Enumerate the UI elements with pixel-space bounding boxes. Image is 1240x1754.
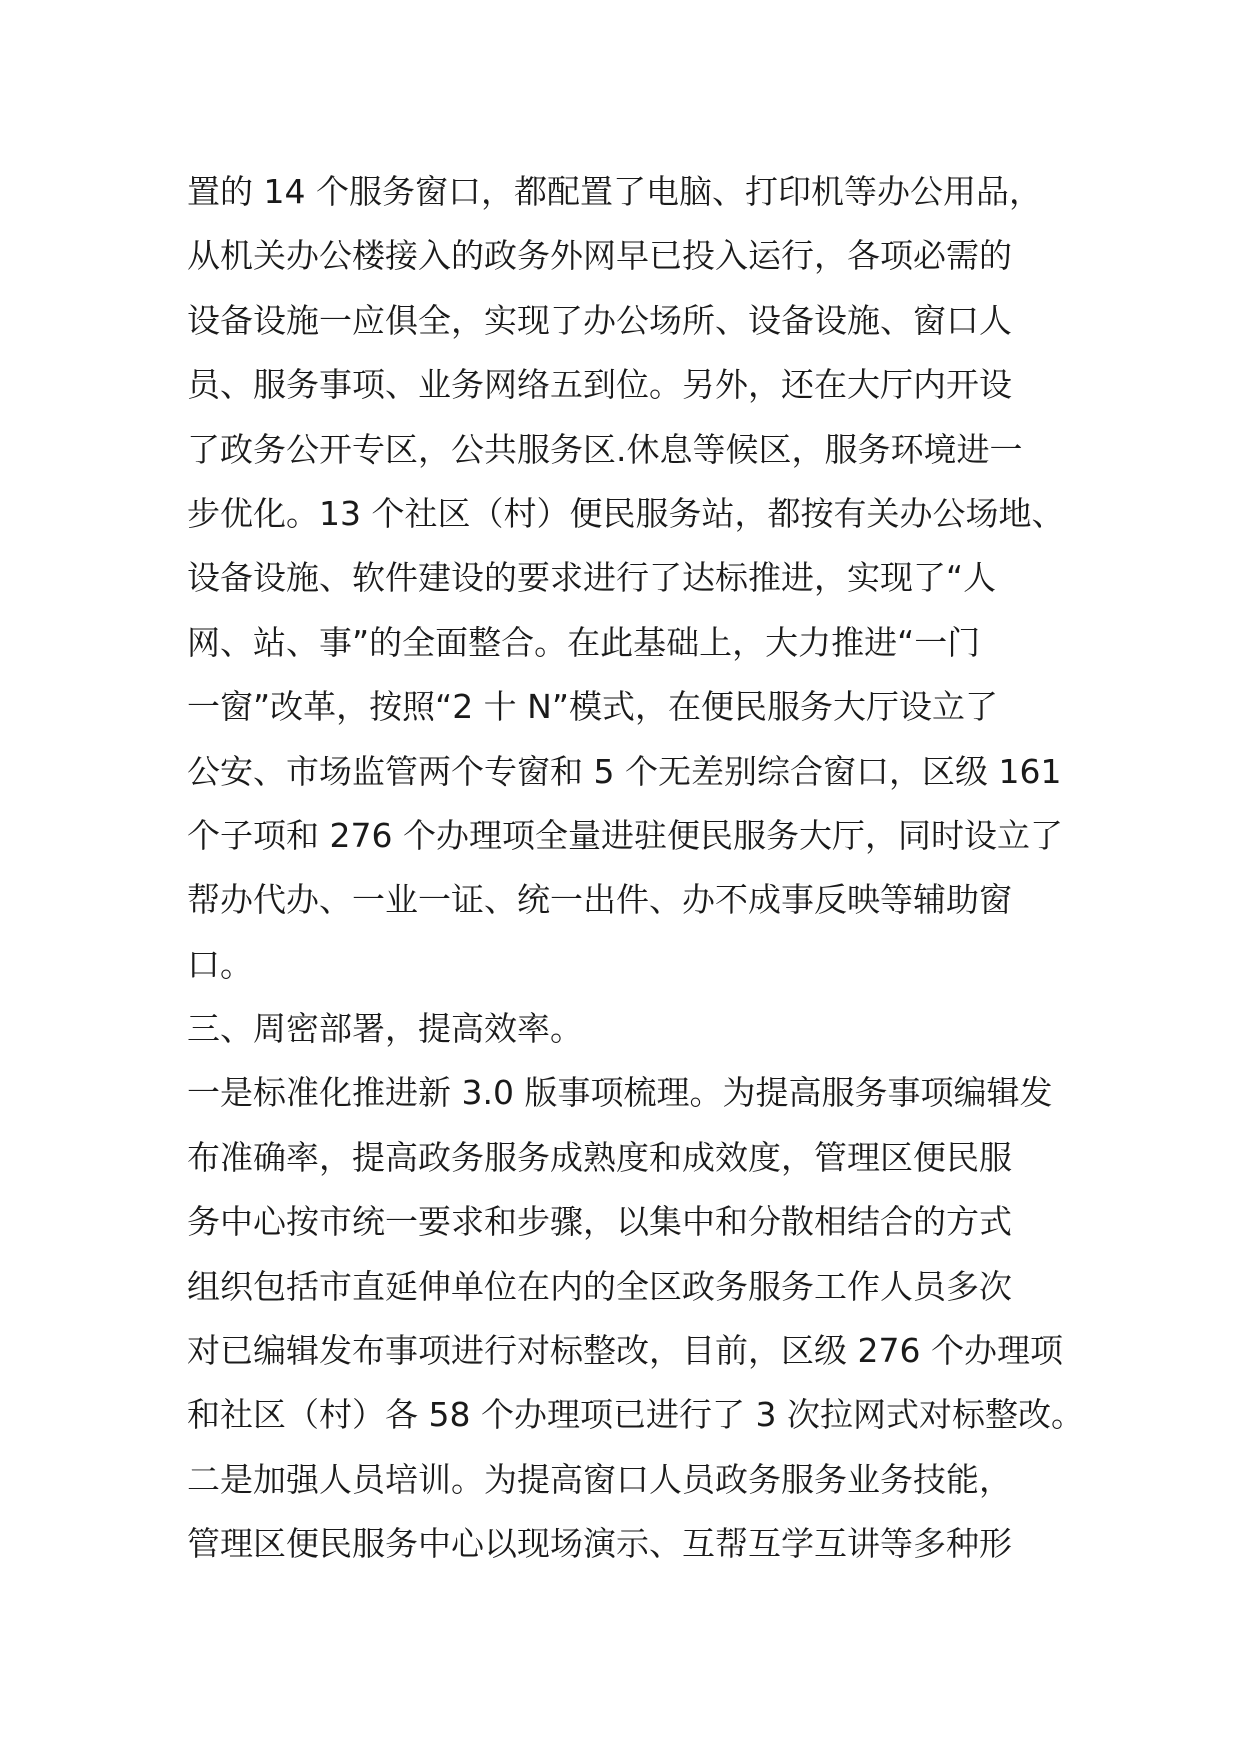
body-text xyxy=(187,160,1084,1577)
text-line: 设备设施、软件建设的要求进行了达标推进，实现了“人 xyxy=(187,558,997,598)
text-line: 布准确率，提高政务服务成熟度和成效度，管理区便民服 xyxy=(187,1137,1012,1177)
text-line: 了政务公开专区，公共服务区.休息等候区，服务环境进一 xyxy=(187,429,1023,469)
text-line: 网、站、事”的全面整合。在此基础上，大力推进“一门 xyxy=(187,622,981,662)
text-line: 务中心按市统一要求和步骤，以集中和分散相结合的方式 xyxy=(187,1202,1012,1242)
text-line: 公安、市场监管两个专窗和 5 个无差别综合窗口，区级 161 xyxy=(187,751,1062,791)
text-line: 管理区便民服务中心以现场演示、互帮互学互讲等多种形 xyxy=(187,1524,1012,1564)
text-line: 员、服务事项、业务网络五到位。另外，还在大厅内开设 xyxy=(187,365,1012,405)
text-line: 和社区（村）各 58 个办理项已进行了 3 次拉网式对标整改。 xyxy=(187,1395,1084,1435)
text-line: 对已编辑发布事项进行对标整改，目前，区级 276 个办理项 xyxy=(187,1331,1063,1371)
text-line: 帮办代办、一业一证、统一出件、办不成事反映等辅助窗 xyxy=(187,880,1012,920)
text-line: 步优化。13 个社区（村）便民服务站，都按有关办公场地、 xyxy=(187,493,1065,533)
text-line: 一是标准化推进新 3.0 版事项梳理。为提高服务事项编辑发 xyxy=(187,1073,1053,1113)
text-line: 从机关办公楼接入的政务外网早已投入运行，各项必需的 xyxy=(187,236,1012,276)
text-line: 一窗”改革，按照“2 十 N”模式，在便民服务大厅设立了 xyxy=(187,687,998,727)
text-line: 组织包括市直延伸单位在内的全区政务服务工作人员多次 xyxy=(187,1266,1012,1306)
text-line: 口。 xyxy=(187,944,253,984)
text-line: 置的 14 个服务窗口，都配置了电脑、打印机等办公用品， xyxy=(187,172,1042,211)
section-heading: 三、周密部署，提高效率。 xyxy=(187,1009,583,1049)
text-line: 个子项和 276 个办理项全量进驻便民服务大厅，同时设立了 xyxy=(187,815,1063,855)
text-line: 设备设施一应俱全，实现了办公场所、设备设施、窗口人 xyxy=(187,300,1012,340)
text-line: 二是加强人员培训。为提高窗口人员政务服务业务技能， xyxy=(187,1459,1012,1499)
